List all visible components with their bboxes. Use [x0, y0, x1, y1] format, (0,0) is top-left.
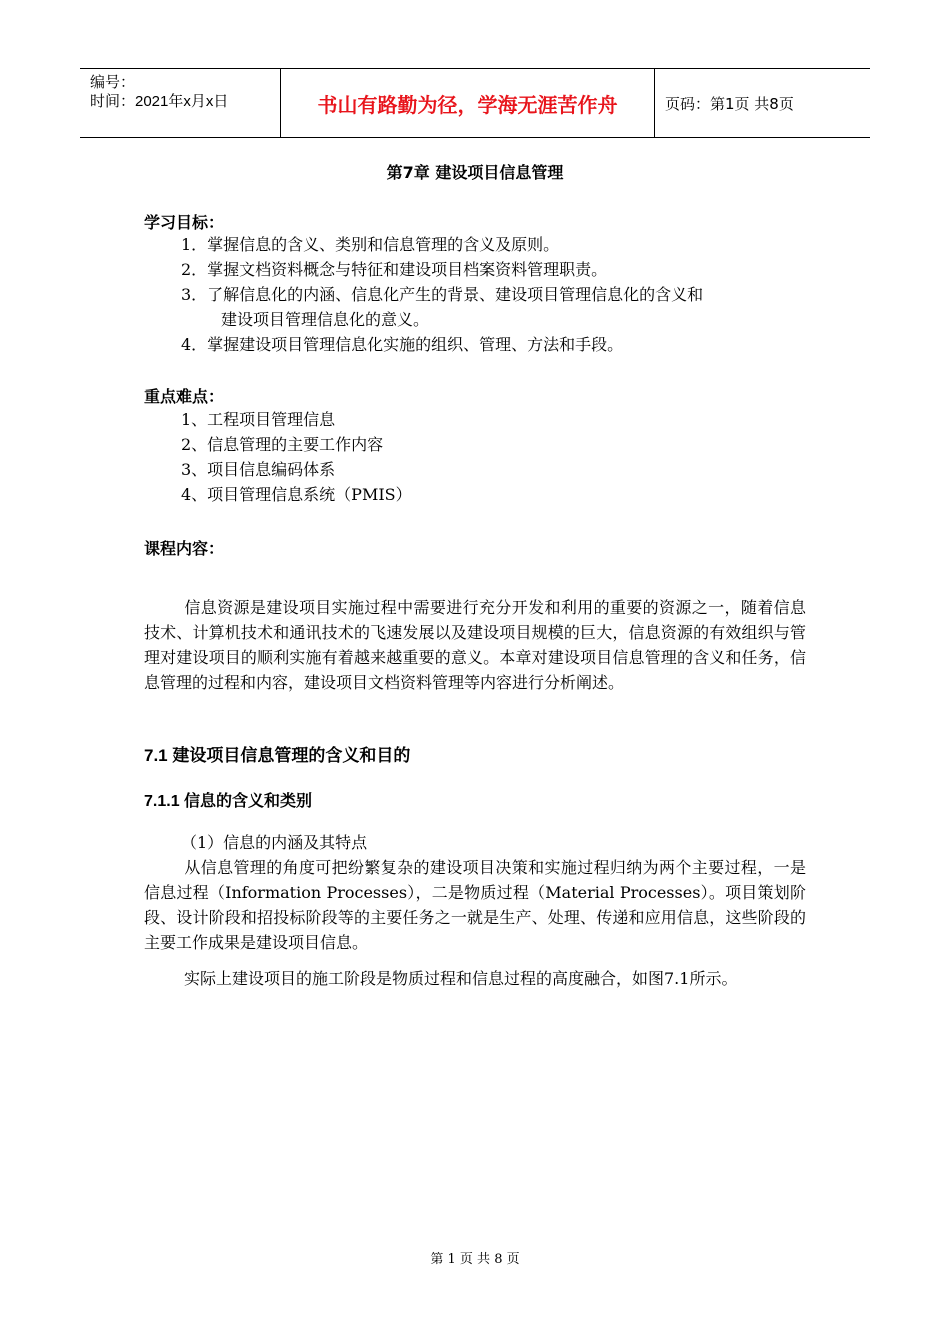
subsection-heading: 7.1.1 信息的含义和类别 [144, 793, 313, 810]
list-item: 1、工程项目管理信息 [181, 410, 336, 429]
body-paragraph [144, 855, 806, 955]
date-text: 时间：2021年x月x日 [90, 93, 229, 110]
list-item: 2．掌握文档资料概念与特征和建设项目档案资料管理职责。 [181, 260, 608, 279]
intro-paragraph [144, 595, 806, 695]
item-label: （1）信息的内涵及其特点 [181, 833, 368, 852]
page-footer: 第 1 页 共 8 页 [430, 1252, 520, 1267]
page-info-cell [655, 69, 870, 137]
section-heading: 7.1 建设项目信息管理的含义和目的 [144, 746, 411, 765]
list-item: 2、信息管理的主要工作内容 [181, 435, 384, 454]
motto-cell [281, 69, 655, 137]
list-item: 3．了解信息化的内涵、信息化产生的背景、建设项目管理信息化的含义和 [181, 285, 704, 304]
header-meta-cell [80, 69, 281, 137]
chapter-title: 第7章 建设项目信息管理 [386, 163, 564, 182]
objectives-list [181, 232, 703, 357]
para2-text: 实际上建设项目的施工阶段是物质过程和信息过程的高度融合，如图7.1所示。 [184, 969, 738, 988]
code-label: 编号： [90, 74, 136, 91]
list-item: 建设项目管理信息化的意义。 [221, 310, 430, 329]
key-points-heading: 重点难点： [144, 387, 225, 406]
key-points-list [181, 407, 412, 507]
header-table [80, 68, 870, 138]
list-item: 4．掌握建设项目管理信息化实施的组织、管理、方法和手段。 [181, 335, 624, 354]
list-item: 4、项目管理信息系统（PMIS） [181, 485, 412, 504]
list-item: 3、项目信息编码体系 [181, 460, 336, 479]
course-heading: 课程内容： [144, 539, 225, 558]
para1-text: 从信息管理的角度可把纷繁复杂的建设项目决策和实施过程归纳为两个主要过程，一是信息过程（Information Processes），二是物质过程（Material Processes）。项目策划阶段、设计阶段和招投标阶段等的主要任务之一就是生产、处理、传递和应用信息，这些阶段的主要工作成果是建设项目信息。 [144, 858, 806, 952]
motto-text: 书山有路勤为径，学海无涯苦作舟 [317, 92, 618, 117]
intro-text: 信息资源是建设项目实施过程中需要进行充分开发和利用的重要的资源之一，随着信息技术、计算机技术和通讯技术的飞速发展以及建设项目规模的巨大，信息资源的有效组织与管理对建设项目的顺利实施有着越来越重要的意义。本章对建设项目信息管理的含义和任务，信息管理的过程和内容，建设项目文档资料管理等内容进行分析阐述。 [144, 598, 806, 692]
objectives-heading: 学习目标： [144, 213, 225, 232]
list-item: 1．掌握信息的含义、类别和信息管理的含义及原则。 [181, 235, 560, 254]
body-paragraph [144, 966, 806, 991]
page-info-text: 页码：第1页 共8页 [665, 94, 794, 113]
